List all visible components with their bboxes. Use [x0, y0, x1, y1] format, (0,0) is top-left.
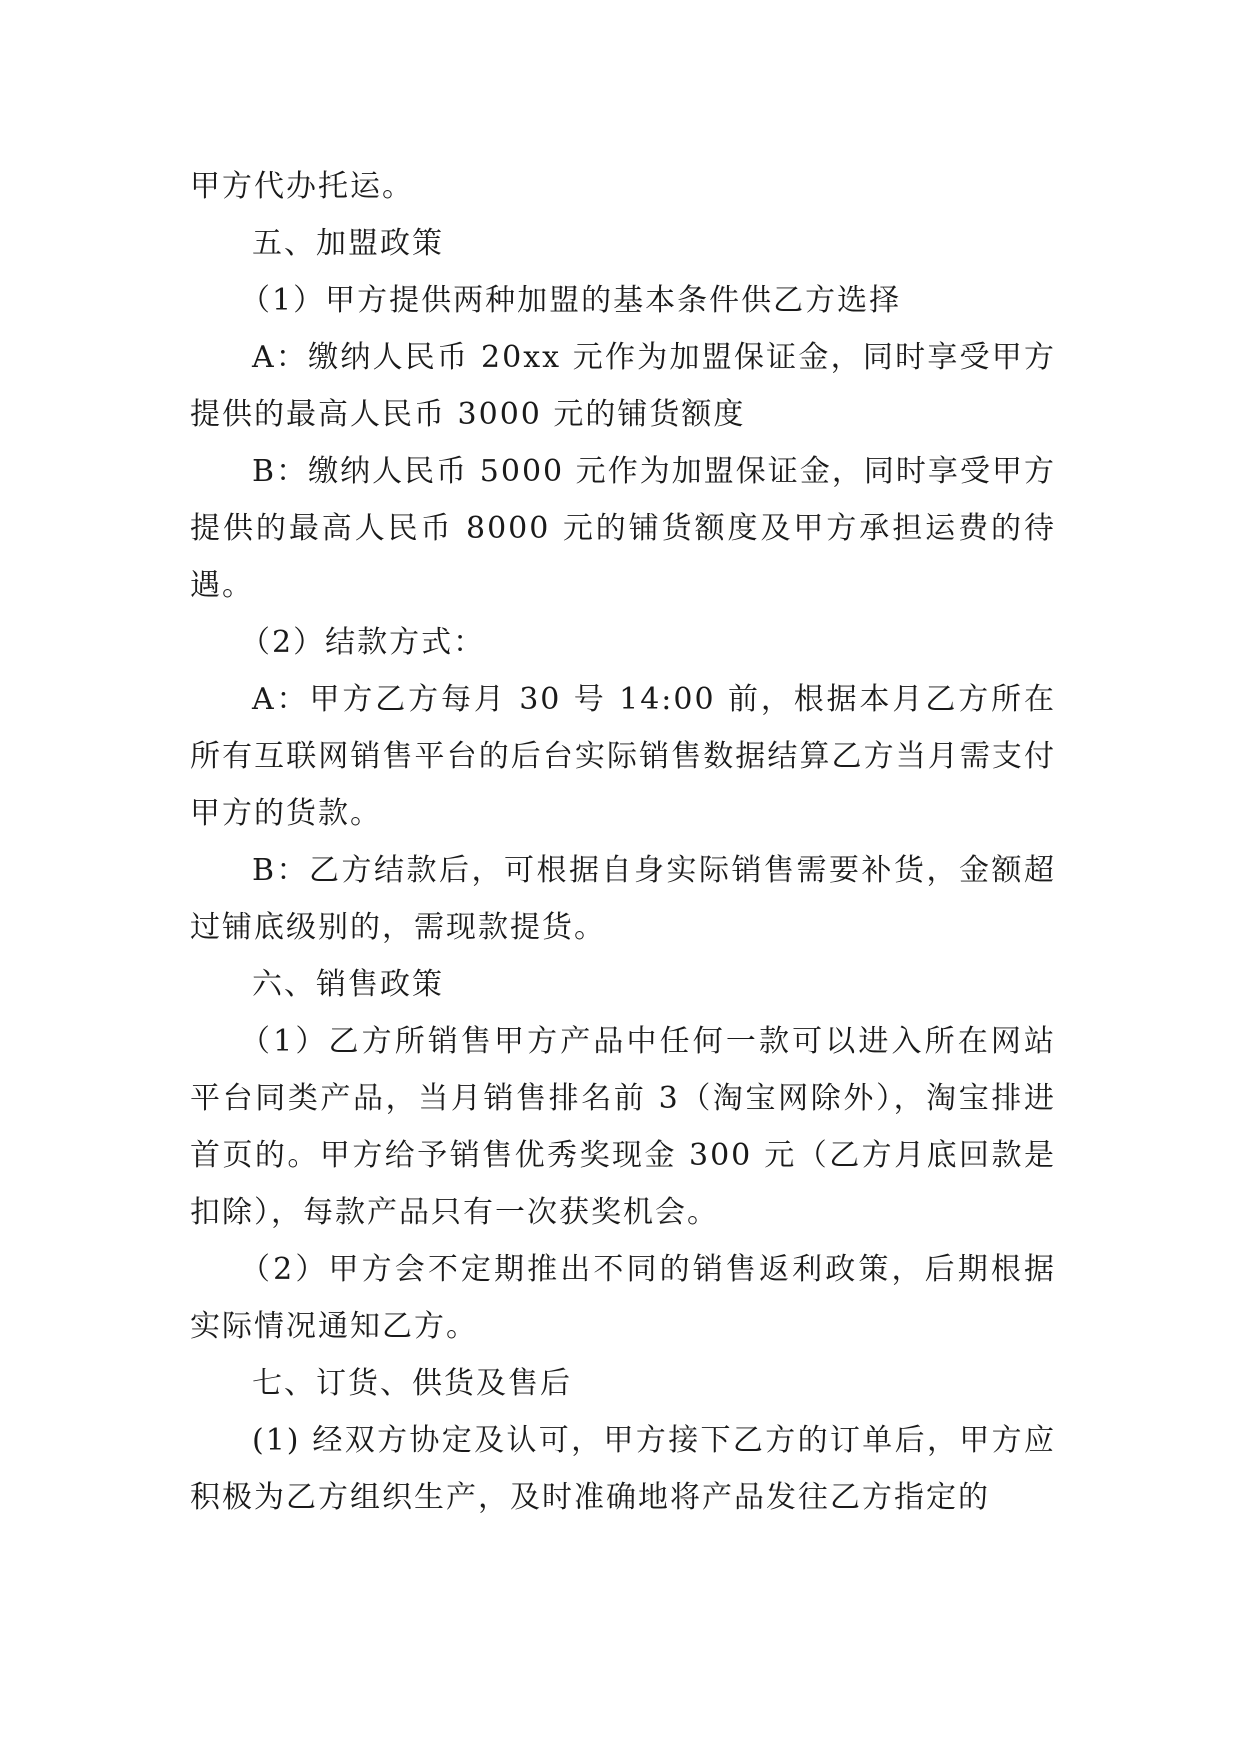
paragraph-settlement-a: A：甲方乙方每月 30 号 14:00 前，根据本月乙方所在所有互联网销售平台的后台实际销售数据结算乙方当月需支付甲方的货款。: [190, 682, 1056, 831]
section-heading-franchise-policy: 五、加盟政策: [252, 226, 444, 261]
paragraph-settlement-method: （2）结款方式：: [240, 625, 486, 660]
paragraph-sales-rebate: （2）甲方会不定期推出不同的销售返利政策，后期根据实际情况通知乙方。: [190, 1252, 1056, 1344]
section-heading-sales-policy: 六、销售政策: [252, 967, 444, 1002]
paragraph-franchise-conditions: （1）甲方提供两种加盟的基本条件供乙方选择: [240, 283, 902, 318]
document-body: [190, 158, 1056, 1526]
paragraph-shipping-note: 甲方代办托运。: [190, 169, 414, 204]
paragraph-option-a-deposit: A：缴纳人民币 20xx 元作为加盟保证金，同时享受甲方提供的最高人民币 3000 元的铺货额度: [190, 340, 1056, 432]
paragraph-option-b-deposit: B：缴纳人民币 5000 元作为加盟保证金，同时享受甲方提供的最高人民币 8000 元的铺货额度及甲方承担运费的待遇。: [190, 454, 1056, 603]
paragraph-ordering-terms: (1) 经双方协定及认可，甲方接下乙方的订单后，甲方应积极为乙方组织生产，及时准确地将产品发往乙方指定的: [190, 1423, 1056, 1515]
section-heading-ordering-supply: 七、订货、供货及售后: [252, 1366, 572, 1401]
paragraph-settlement-b: B：乙方结款后，可根据自身实际销售需要补货，金额超过铺底级别的，需现款提货。: [190, 853, 1056, 945]
paragraph-sales-award: （1）乙方所销售甲方产品中任何一款可以进入所在网站平台同类产品，当月销售排名前 3（淘宝网除外），淘宝排进首页的。甲方给予销售优秀奖现金 300 元（乙方月底回款是扣除），每款产品只有一次获奖机会。: [190, 1024, 1056, 1230]
